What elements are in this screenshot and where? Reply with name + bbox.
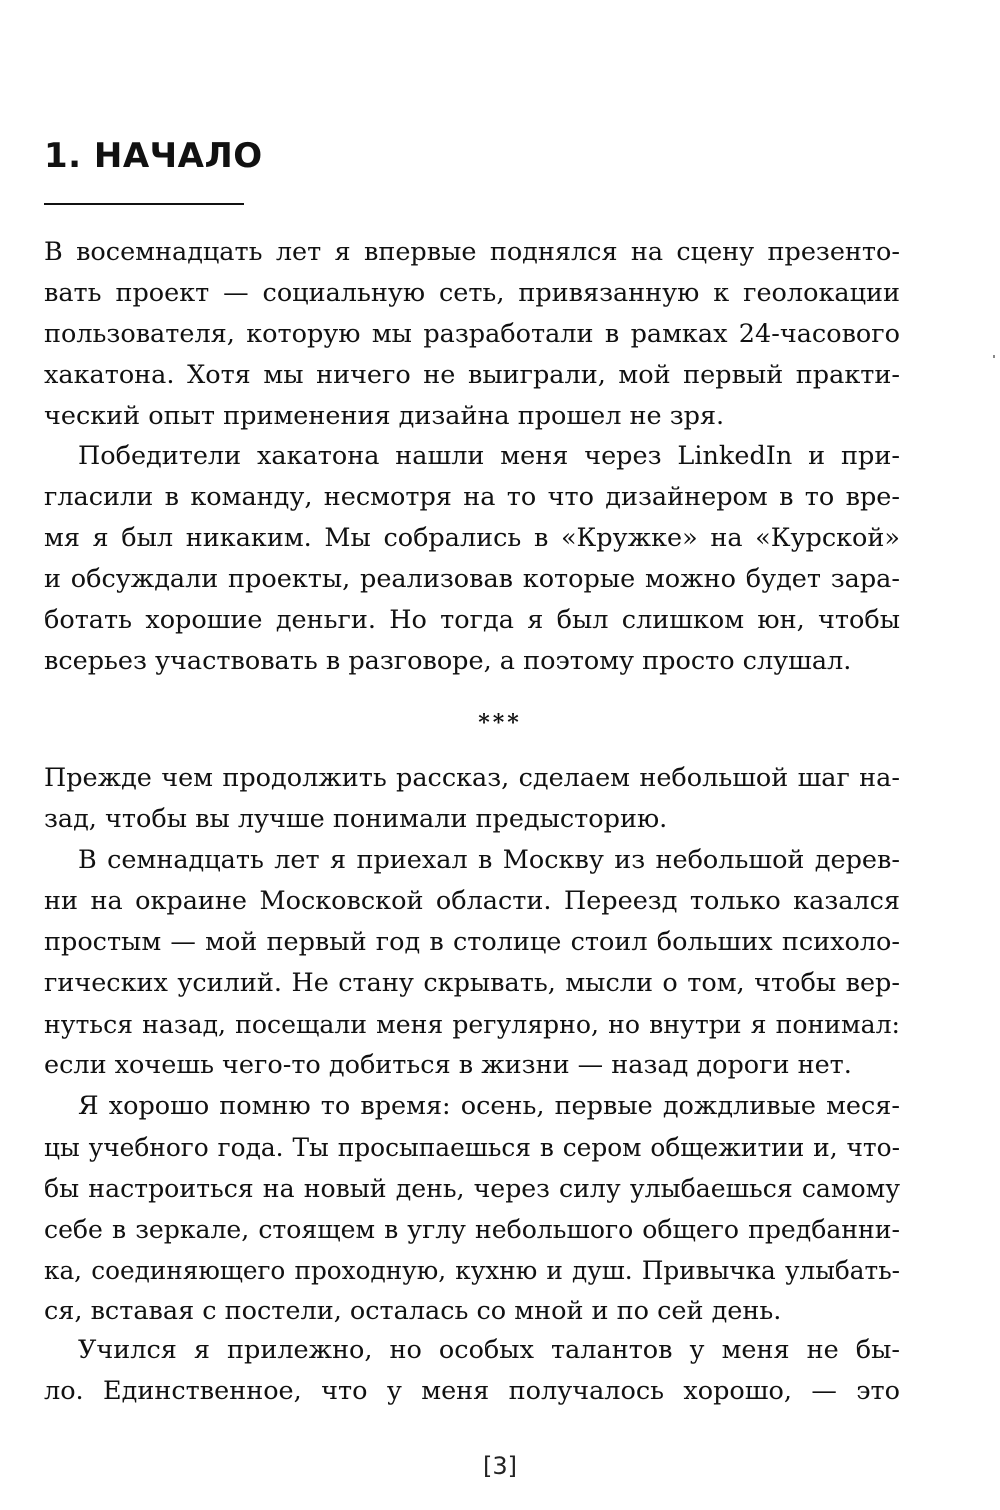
text-line: Я хорошо помню то время: осень, первые дождливые меся-	[78, 1091, 900, 1121]
paragraph	[44, 840, 900, 1086]
scan-speck	[993, 355, 995, 358]
text-line: цы учебного года. Ты просыпаешься в сером общежитии и, что-	[44, 1133, 900, 1162]
text-line: ческий опыт применения дизайна прошел не зря.	[44, 401, 725, 431]
text-line: Прежде чем продолжить рассказ, сделаем небольшой шаг на-	[44, 763, 900, 793]
text-line: ся, вставая с постели, осталась со мной и по сей день.	[44, 1296, 782, 1326]
text-line: ни на окраине Московской области. Переезд только казался	[44, 886, 900, 916]
text-line: всерьез участвовать в разговоре, а поэтому просто слушал.	[44, 646, 852, 676]
text-line: Победители хакатона нашли меня через LinkedIn и при-	[78, 441, 900, 471]
text-line: пользователя, которую мы разработали в рамках 24-часового	[44, 319, 900, 349]
text-line: если хочешь чего-то добиться в жизни — назад дороги нет.	[44, 1050, 852, 1080]
paragraph	[44, 232, 900, 437]
text-line: В семнадцать лет я приехал в Москву из небольшой дерев-	[78, 845, 900, 875]
text-line: ка, соединяющего проходную, кухню и душ. Привычка улыбать-	[44, 1256, 900, 1285]
text-line: нуться назад, посещали меня регулярно, но внутри я понимал:	[44, 1010, 900, 1039]
text-line: зад, чтобы вы лучше понимали предысторию.	[44, 804, 668, 834]
text-line: хакатона. Хотя мы ничего не выиграли, мой первый практи-	[44, 360, 900, 390]
text-line: мя я был никаким. Мы собрались в «Кружке» на «Курской»	[44, 523, 900, 553]
text-line: Учился я прилежно, но особых талантов у меня не бы-	[78, 1335, 900, 1365]
paragraph	[44, 1330, 900, 1412]
text-line: В восемнадцать лет я впервые поднялся на сцену презенто-	[44, 237, 900, 267]
section-separator: ***	[478, 710, 522, 736]
text-line: вать проект — социальную сеть, привязанную к геолокации	[44, 278, 900, 308]
text-line: себе в зеркале, стоящем в углу небольшого общего предбанни-	[44, 1215, 900, 1244]
text-line: гласили в команду, несмотря на то что дизайнером в то вре-	[44, 482, 900, 512]
title-underline	[44, 203, 244, 205]
text-line: гических усилий. Не стану скрывать, мысли о том, чтобы вер-	[44, 968, 900, 998]
paragraph	[44, 436, 900, 682]
paragraph	[44, 758, 900, 840]
chapter-title: 1. НАЧАЛО	[44, 136, 263, 176]
text-line: ло. Единственное, что у меня получалось хорошо, — это	[44, 1376, 900, 1406]
text-line: и обсуждали проекты, реализовав которые можно будет зара-	[44, 564, 900, 594]
paragraph	[44, 1086, 900, 1332]
text-line: бы настроиться на новый день, через силу улыбаешься самому	[44, 1174, 900, 1203]
page-number: [3]	[483, 1452, 517, 1480]
text-line: простым — мой первый год в столице стоил больших психоло-	[44, 927, 900, 957]
text-line: ботать хорошие деньги. Но тогда я был слишком юн, чтобы	[44, 605, 900, 635]
